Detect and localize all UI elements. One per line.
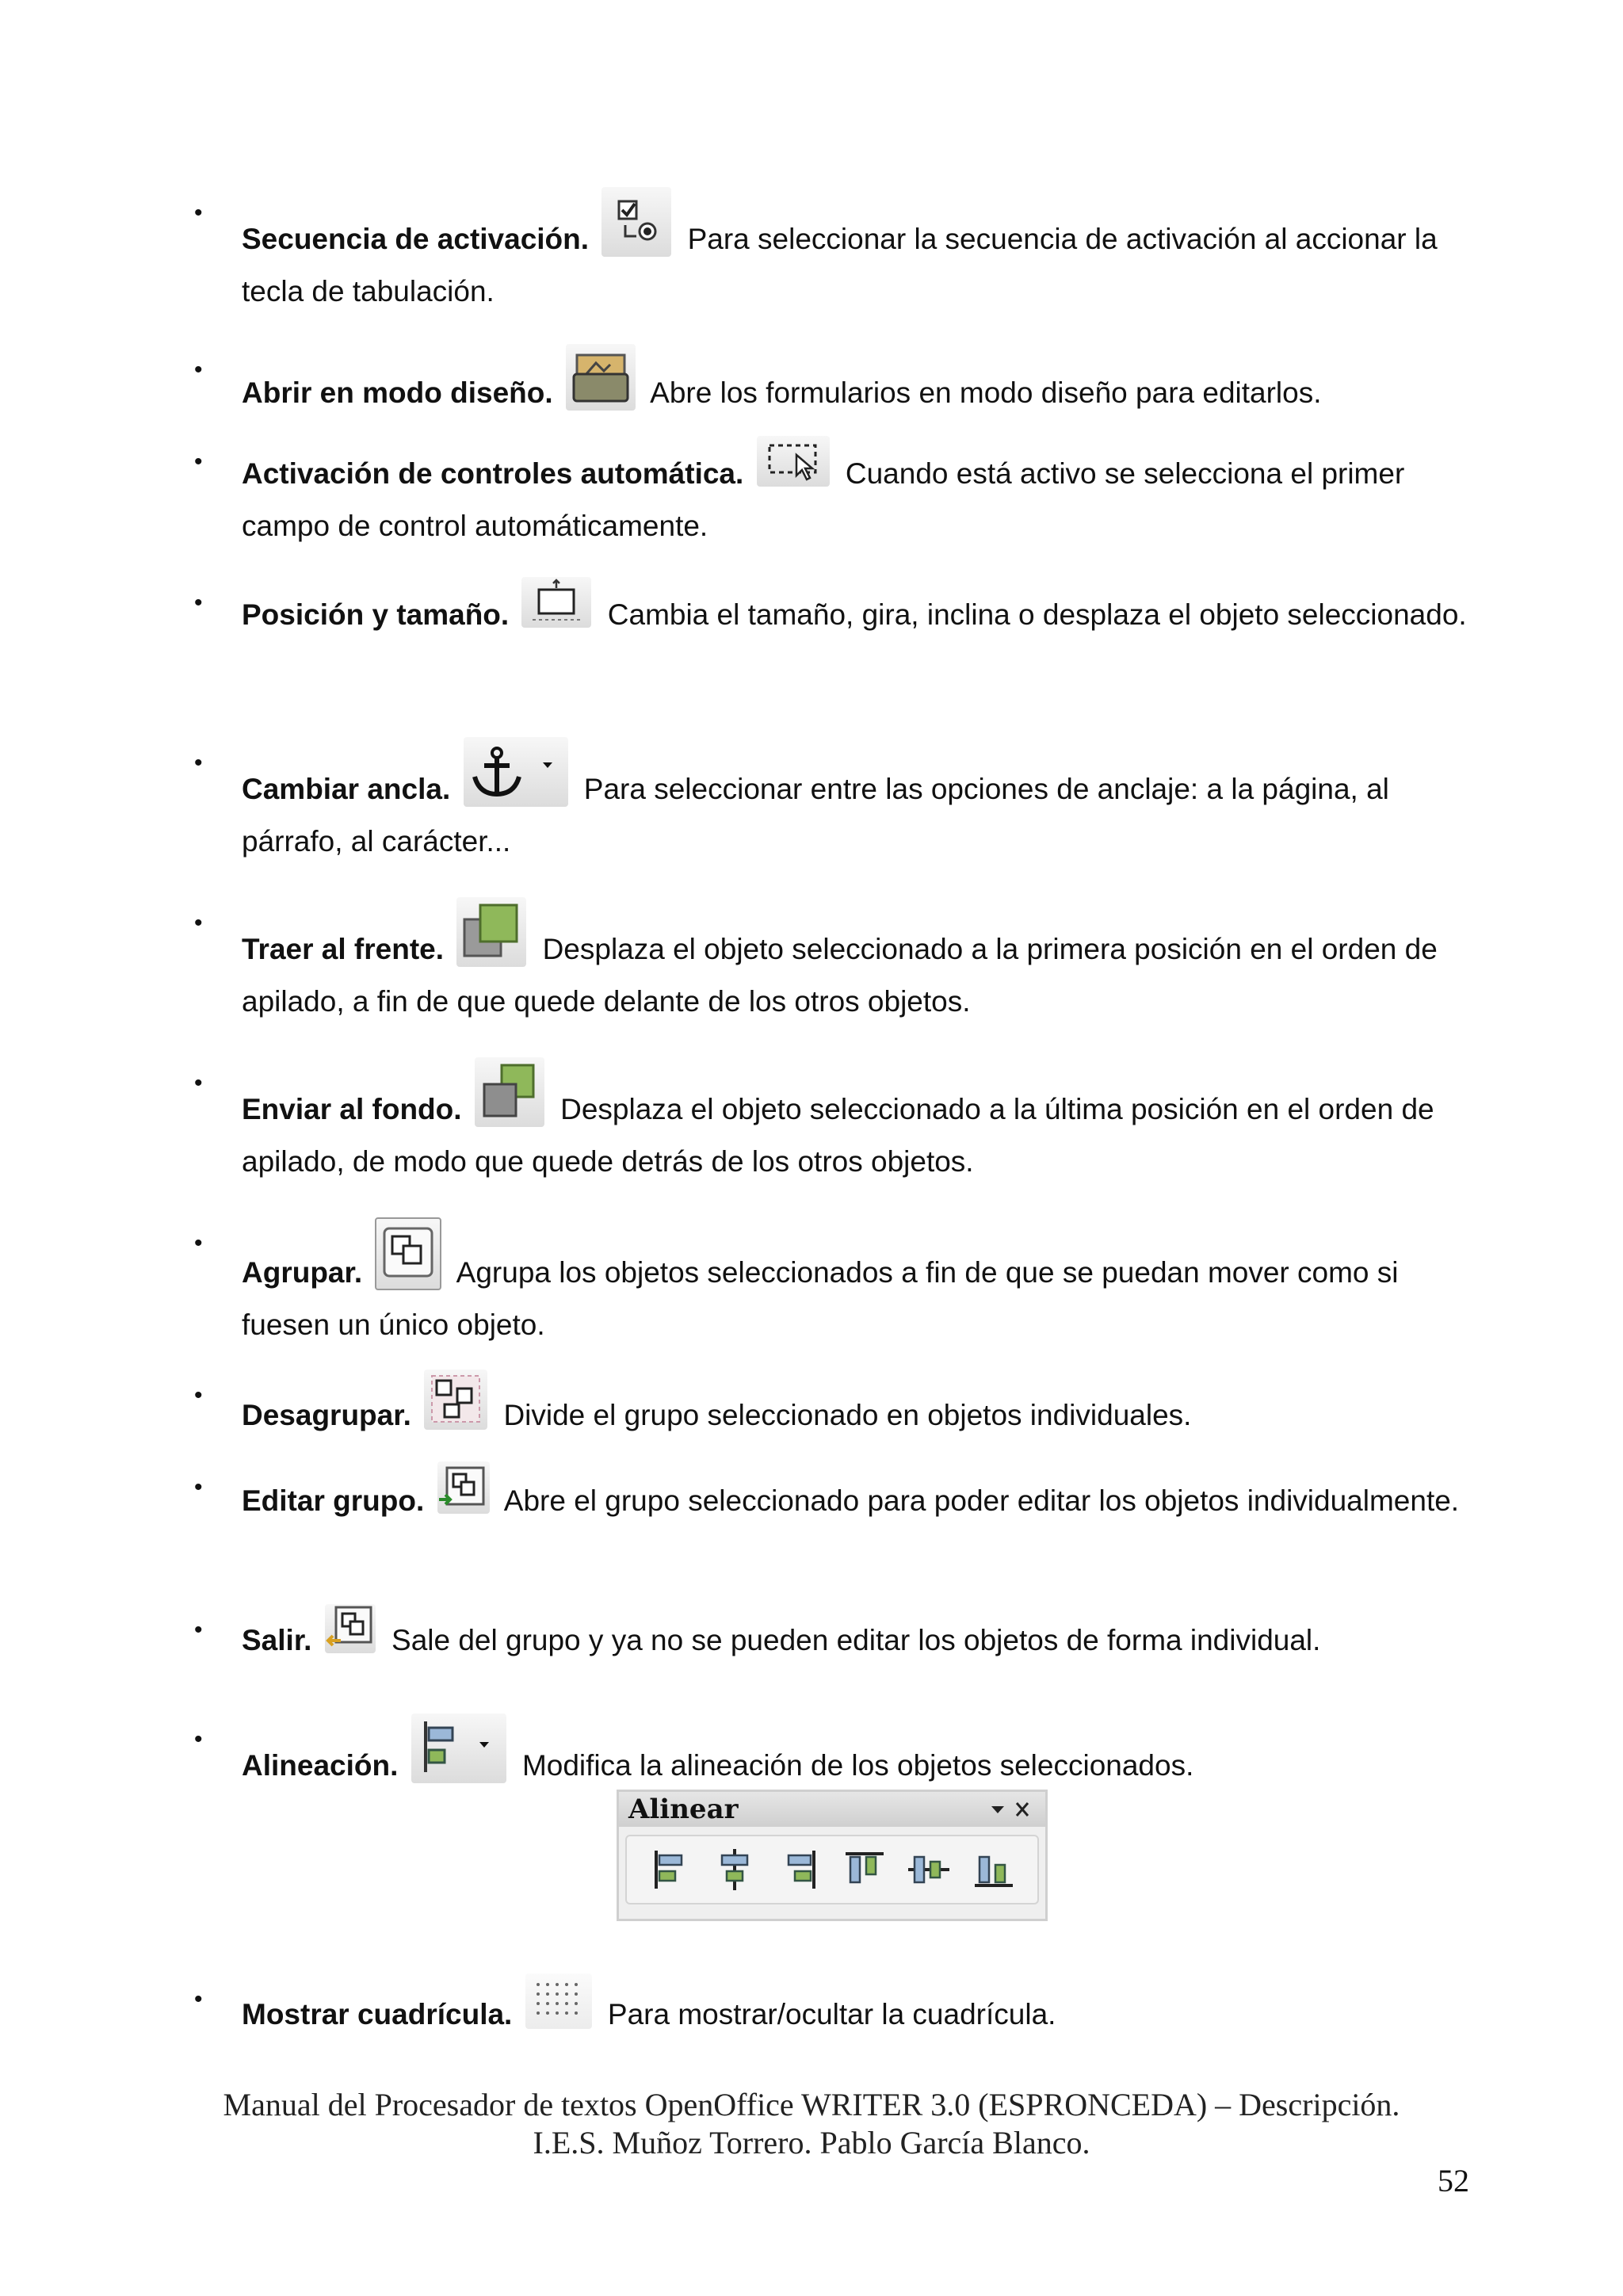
item-text: Sale del grupo y ya no se pueden editar los objetos de forma individual. [391, 1624, 1321, 1656]
open-design-mode-icon [566, 344, 636, 411]
item-text: Desplaza el objeto seleccionado a la última posición en el orden de apilado, de modo que quede detrás de los otros objetos. [242, 1093, 1434, 1178]
bullet: • [194, 1070, 203, 1096]
bullet: • [194, 200, 203, 226]
bullet: • [194, 1617, 203, 1643]
list-item [194, 1713, 1478, 1792]
bullet: • [194, 750, 203, 776]
ungroup-icon [424, 1370, 487, 1430]
item-title: Posición y tamaño. [242, 598, 510, 631]
item-title: Enviar al fondo. [242, 1093, 462, 1125]
bullet: • [194, 590, 203, 616]
item-text: Agrupa los objetos seleccionados a fin de que se puedan mover como si fuesen un único objeto. [242, 1256, 1399, 1341]
item-text: Para seleccionar la secuencia de activación al accionar la tecla de tabulación. [242, 223, 1438, 308]
bullet: • [194, 910, 203, 936]
list-item [194, 577, 1478, 641]
align-left-icon[interactable] [647, 1846, 694, 1893]
item-text: Abre el grupo seleccionado para poder editar los objetos individualmente. [503, 1484, 1460, 1517]
item-text: Para mostrar/ocultar la cuadrícula. [607, 1998, 1056, 2030]
align-center-vertical-icon[interactable] [905, 1846, 953, 1893]
list-item [194, 1604, 1478, 1667]
align-bottom-icon[interactable] [970, 1846, 1018, 1893]
item-title: Alineación. [242, 1749, 399, 1782]
item-title: Secuencia de activación. [242, 223, 590, 255]
group-icon [375, 1217, 441, 1290]
item-text: Divide el grupo seleccionado en objetos individuales. [503, 1399, 1192, 1431]
list-item [194, 436, 1478, 552]
close-icon[interactable] [1009, 1797, 1036, 1821]
enter-group-icon [437, 1461, 490, 1514]
anchor-icon [464, 737, 568, 807]
align-center-horizontal-icon[interactable] [711, 1846, 758, 1893]
list-item [194, 1057, 1478, 1188]
bullet: • [194, 1230, 203, 1256]
align-top-icon[interactable] [841, 1846, 888, 1893]
list-item [194, 1461, 1478, 1527]
footer-line-2: I.E.S. Muñoz Torrero. Pablo García Blanco. [533, 2125, 1090, 2160]
item-text: Cuando está activo se selecciona el primer campo de control automáticamente. [242, 457, 1405, 542]
item-title: Desagrupar. [242, 1399, 411, 1431]
item-title: Abrir en modo diseño. [242, 376, 553, 409]
align-right-icon[interactable] [776, 1846, 823, 1893]
position-size-icon [521, 577, 591, 628]
exit-group-icon [325, 1604, 376, 1653]
auto-control-focus-icon [757, 436, 830, 487]
item-title: Editar grupo. [242, 1484, 425, 1517]
item-text: Abre los formularios en modo diseño para editarlos. [650, 376, 1322, 409]
list-item [194, 187, 1478, 318]
item-text: Modifica la alineación de los objetos seleccionados. [521, 1749, 1194, 1782]
list-item [194, 897, 1478, 1028]
grid-icon [525, 1973, 592, 2029]
item-text: Desplaza el objeto seleccionado a la primera posición en el orden de apilado, a fin de que quede delante de los otros objetos. [242, 933, 1438, 1018]
item-title: Activación de controles automática. [242, 457, 744, 490]
list-item [194, 1217, 1478, 1351]
tab-order-icon [601, 187, 671, 257]
list-item [194, 1370, 1478, 1442]
bullet: • [194, 357, 203, 383]
toolbar-title: Alinear [628, 1794, 739, 1825]
toolbar-tools [625, 1835, 1039, 1904]
item-title: Agrupar. [242, 1256, 363, 1289]
bullet: • [194, 1726, 203, 1752]
item-title: Salir. [242, 1624, 312, 1656]
list-item [194, 737, 1478, 868]
bullet: • [194, 449, 203, 475]
page-number: 52 [1438, 2163, 1469, 2199]
item-title: Mostrar cuadrícula. [242, 1998, 513, 2030]
bullet: • [194, 1986, 203, 2012]
list-item [194, 1973, 1478, 2041]
footer-line-1: Manual del Procesador de textos OpenOffice WRITER 3.0 (ESPRONCEDA) – Descripción. [223, 2087, 1400, 2122]
toolbar-title-bar [619, 1792, 1045, 1827]
list-item [194, 344, 1478, 419]
alinear-toolbar [617, 1790, 1048, 1921]
item-text: Cambia el tamaño, gira, inclina o desplaza el objeto seleccionado. [607, 598, 1467, 631]
item-text: Para seleccionar entre las opciones de anclaje: a la página, al párrafo, al carácter... [242, 773, 1389, 858]
bullet: • [194, 1382, 203, 1408]
item-title: Traer al frente. [242, 933, 445, 965]
bullet: • [194, 1474, 203, 1500]
dropdown-arrow-icon[interactable] [987, 1801, 1009, 1817]
item-title: Cambiar ancla. [242, 773, 451, 805]
bring-to-front-icon [456, 897, 526, 967]
send-to-back-icon [475, 1057, 544, 1127]
alignment-icon [411, 1713, 506, 1783]
